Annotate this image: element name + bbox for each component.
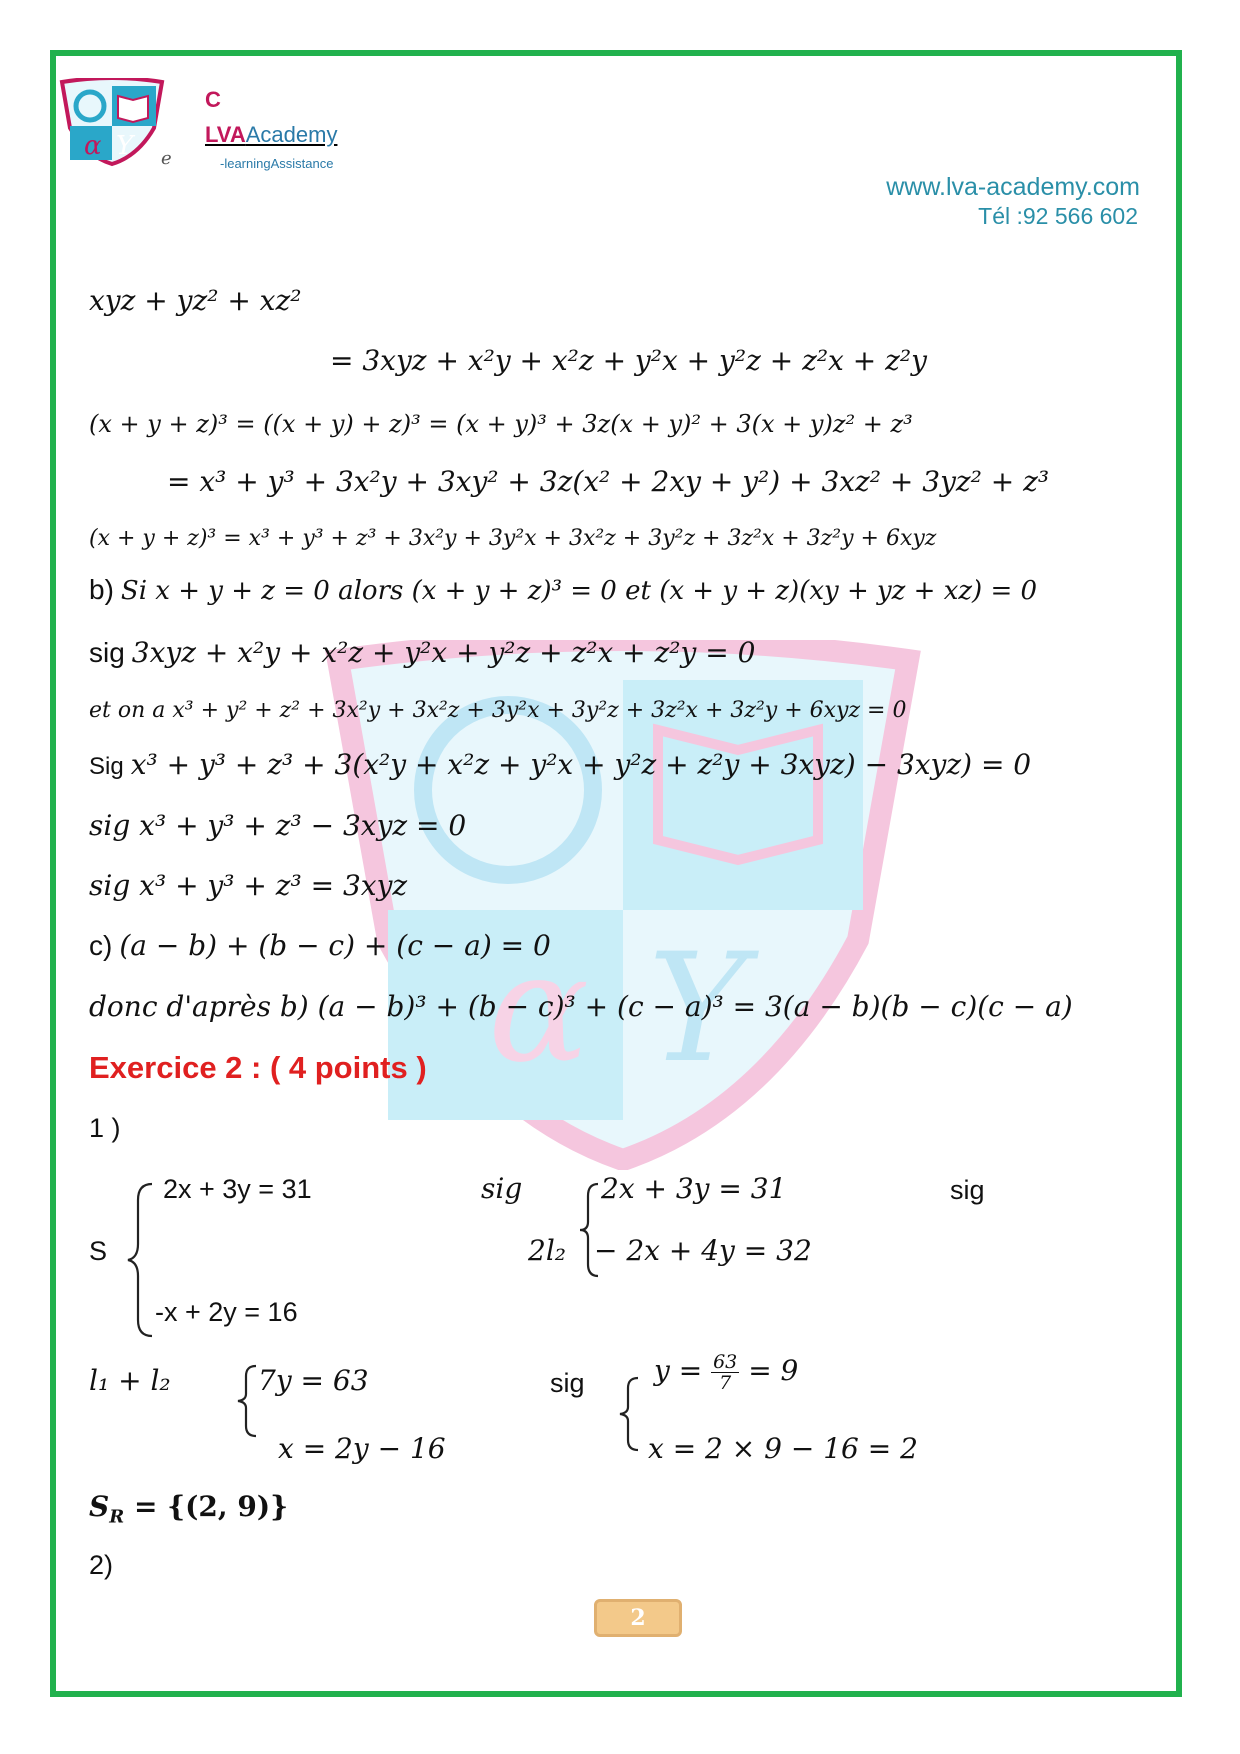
system-2-eq-2: − 2x + 4y = 32 <box>594 1234 812 1267</box>
system-1-eq-2: -x + 2y = 16 <box>155 1297 298 1327</box>
line-9 <box>89 748 1031 782</box>
line-8: et on a x³ + y² + z² + 3x²y + 3x²z + 3y²x + 3y²z + 3z²x + 3z²y + 6xyz = 0 <box>89 698 907 723</box>
brand-academy: Academy <box>245 122 338 147</box>
question-2-label: 2) <box>89 1550 114 1580</box>
system-2-eq-1: 2x + 3y = 31 <box>601 1172 787 1205</box>
svg-text:α: α <box>488 922 590 1096</box>
line-13: donc d'après b) (a − b)³ + (b − c)³ + (c − a)³ = 3(a − b)(b − c)(c − a) <box>89 990 1073 1023</box>
brand-subtitle: -learningAssistance <box>220 156 334 171</box>
system-4-y: y = <box>654 1354 703 1387</box>
fraction-63-over-7 <box>711 1352 739 1393</box>
svg-text:Y: Y <box>116 131 134 161</box>
line-4: = x³ + y³ + 3x²y + 3xy² + 3z(x² + 2xy + y²) + 3xz² + 3yz² + z³ <box>167 465 1050 498</box>
line-11: sig x³ + y³ + z³ = 3xyz <box>89 869 408 902</box>
brand-lva: LVA <box>205 122 246 147</box>
line-2: = 3xyz + x²y + x²z + y²x + y²z + z²x + z²y <box>330 344 927 377</box>
academy-logo <box>58 78 166 168</box>
system-3-eq-2: x = 2y − 16 <box>278 1432 446 1465</box>
brand-name <box>205 122 337 148</box>
system-4-eq-1 <box>654 1352 798 1393</box>
line-9-math: x³ + y³ + z³ + 3(x²y + x²z + y²x + y²z + z²y + 3xyz) − 3xyz) = 0 <box>130 748 1032 781</box>
question-1-label: 1 ) <box>89 1113 121 1143</box>
system-4-y-result: = 9 <box>748 1354 799 1387</box>
page-number-badge: 2 <box>594 1599 682 1637</box>
fraction-numerator: 63 <box>713 1351 738 1373</box>
svg-text:Y: Y <box>648 922 748 1096</box>
line-6-math: Si x + y + z = 0 alors (x + y + z)³ = 0 et (x + y + z)(xy + yz + xz) = 0 <box>120 576 1038 606</box>
brand-c: C <box>205 87 221 112</box>
exercise-2-title: Exercice 2 : ( 4 points ) <box>89 1050 427 1085</box>
sig-2: sig <box>950 1175 985 1205</box>
system-s-label: S <box>89 1236 108 1266</box>
operation-l1-plus-l2: l₁ + l₂ <box>89 1364 171 1397</box>
sig-3: sig <box>550 1368 585 1398</box>
system-3-eq-1: 7y = 63 <box>258 1364 369 1397</box>
line-7 <box>89 636 755 670</box>
line-10: sig x³ + y³ + z³ − 3xyz = 0 <box>89 809 467 842</box>
solution-subscript: R <box>109 1506 125 1528</box>
line-6 <box>89 574 1037 607</box>
solution-set <box>89 1490 288 1528</box>
line-1: xyz + yz² + xz² <box>89 284 302 317</box>
line-3: (x + y + z)³ = ((x + y) + z)³ = (x + y)³ + 3z(x + y)² + 3(x + y)z² + z³ <box>89 410 913 438</box>
line-12 <box>89 929 551 963</box>
line-12-math: (a − b) + (b − c) + (c − a) = 0 <box>119 929 551 962</box>
phone-number: Tél :92 566 602 <box>978 203 1138 229</box>
solution-label: S <box>89 1490 110 1523</box>
brace-system-4 <box>616 1374 640 1454</box>
svg-text:α: α <box>84 131 102 161</box>
part-c-label: c) <box>89 930 113 961</box>
brand-e: e <box>161 148 172 169</box>
sig-label-2: Sig <box>89 753 124 780</box>
line-5: (x + y + z)³ = x³ + y³ + z³ + 3x²y + 3y²x + 3x²z + 3y²z + 3z²x + 3z²y + 6xyz <box>89 526 937 551</box>
sig-label-1: sig <box>89 637 125 668</box>
brace-system-3 <box>234 1362 258 1440</box>
system-1-eq-1: 2x + 3y = 31 <box>163 1174 312 1204</box>
operation-2l2: 2l₂ <box>528 1234 566 1267</box>
brace-system-1 <box>124 1180 156 1340</box>
line-7-math: 3xyz + x²y + x²z + y²x + y²z + z²x + z²y = 0 <box>131 636 756 669</box>
solution-value: = {(2, 9)} <box>124 1490 289 1523</box>
sig-1: sig <box>481 1172 523 1205</box>
website-link[interactable]: www.lva-academy.com <box>886 173 1140 201</box>
part-b-label: b) <box>89 574 114 605</box>
fraction-denominator: 7 <box>719 1372 732 1394</box>
system-4-eq-2: x = 2 × 9 − 16 = 2 <box>648 1432 918 1465</box>
